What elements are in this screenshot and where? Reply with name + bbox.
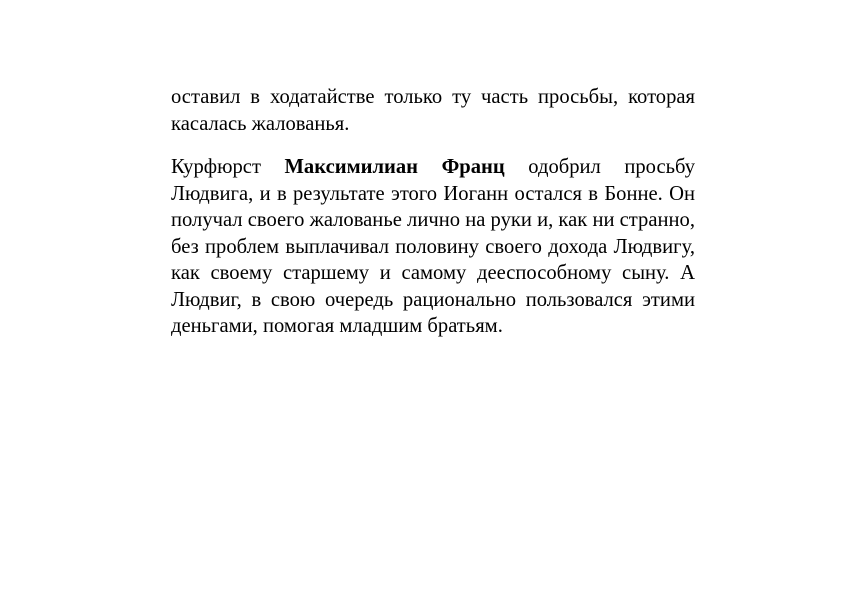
- paragraph-2-before: Курфюрст: [171, 156, 285, 178]
- paragraph-1: оставил в ходатайстве только ту часть просьбы, которая касалась жалованья.: [171, 86, 695, 135]
- paragraph-2-after: одобрил просьбу Людвига, и в результате этого Иоганн остался в Бонне. Он получал своего жалованье лично на руки и, как ни странно, без проблем выплачивал половину своего дохода Людвигу, как своему старшему и самому дееспособному сыну. А Людвиг, в свою очередь рационально пользовался этими деньгами, помогая младшим братьям.: [171, 156, 695, 337]
- paragraph-2: [171, 154, 695, 340]
- body-text: [171, 84, 695, 340]
- elector-name: Максимилиан Франц: [284, 156, 505, 178]
